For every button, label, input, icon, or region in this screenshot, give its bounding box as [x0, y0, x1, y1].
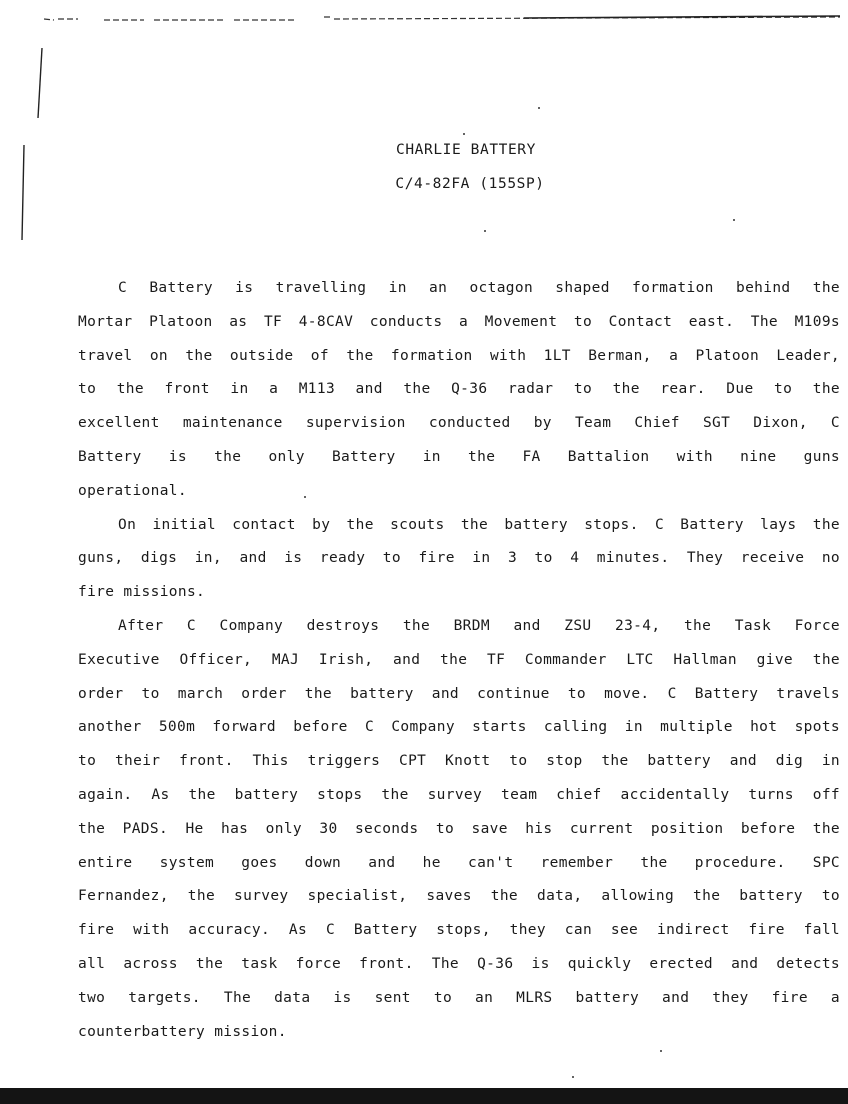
scan-speck: [660, 1050, 662, 1052]
text-line: fire with accuracy. As C Battery stops, they can see indirect fire fall: [78, 922, 840, 939]
text-line: entire system goes down and he can't remember the procedure. SPC: [78, 854, 840, 871]
text-line: again. As the battery stops the survey team chief accidentally turns off: [78, 786, 840, 803]
scan-artifact-top-edge: [44, 14, 840, 22]
text-line: two targets. The data is sent to an MLRS battery and they fire a: [78, 989, 840, 1006]
scan-speck: [538, 107, 540, 109]
text-line: Battery is the only Battery in the FA Battalion with nine guns: [78, 448, 840, 465]
text-line: travel on the outside of the formation with 1LT Berman, a Platoon Leader,: [78, 347, 840, 364]
text-line: excellent maintenance supervision conducted by Team Chief SGT Dixon, C: [78, 415, 840, 432]
text-line: guns, digs in, and is ready to fire in 3 to 4 minutes. They receive no: [78, 550, 840, 567]
paragraph-3: [78, 610, 840, 1049]
text-line: the PADS. He has only 30 seconds to save his current position before the: [78, 820, 840, 837]
scan-speck: [463, 133, 465, 135]
text-line: to the front in a M113 and the Q-36 radar to the rear. Due to the: [78, 381, 840, 398]
scan-artifact-bottom-edge: [0, 1088, 848, 1104]
document-subtitle: C/4-82FA (155SP): [395, 176, 545, 192]
text-line: fire missions.: [78, 584, 206, 601]
scan-speck: [733, 219, 735, 221]
text-line: order to march order the battery and continue to move. C Battery travels: [78, 685, 840, 702]
text-line: all across the task force front. The Q-36 is quickly erected and detects: [78, 955, 840, 972]
text-line: to their front. This triggers CPT Knott to stop the battery and dig in: [78, 753, 840, 770]
text-line: Executive Officer, MAJ Irish, and the TF Commander LTC Hallman give the: [78, 651, 840, 668]
paragraph-1: [78, 272, 840, 509]
text-line: On initial contact by the scouts the battery stops. C Battery lays the: [118, 516, 840, 533]
text-line: After C Company destroys the BRDM and ZSU 23-4, the Task Force: [118, 617, 840, 634]
text-line: Mortar Platoon as TF 4-8CAV conducts a Movement to Contact east. The M109s: [78, 313, 840, 330]
text-line: Fernandez, the survey specialist, saves the data, allowing the battery to: [78, 888, 840, 905]
text-line: C Battery is travelling in an octagon shaped formation behind the: [118, 280, 840, 296]
text-line: counterbattery mission.: [78, 1023, 287, 1040]
paragraph-2: [78, 509, 840, 610]
text-line: operational.: [78, 482, 187, 499]
document-title: CHARLIE BATTERY: [396, 142, 536, 158]
document-body: [78, 272, 840, 1049]
scan-speck: [572, 1076, 574, 1078]
text-line: another 500m forward before C Company starts calling in multiple hot spots: [78, 719, 840, 736]
scan-speck: [484, 230, 486, 232]
